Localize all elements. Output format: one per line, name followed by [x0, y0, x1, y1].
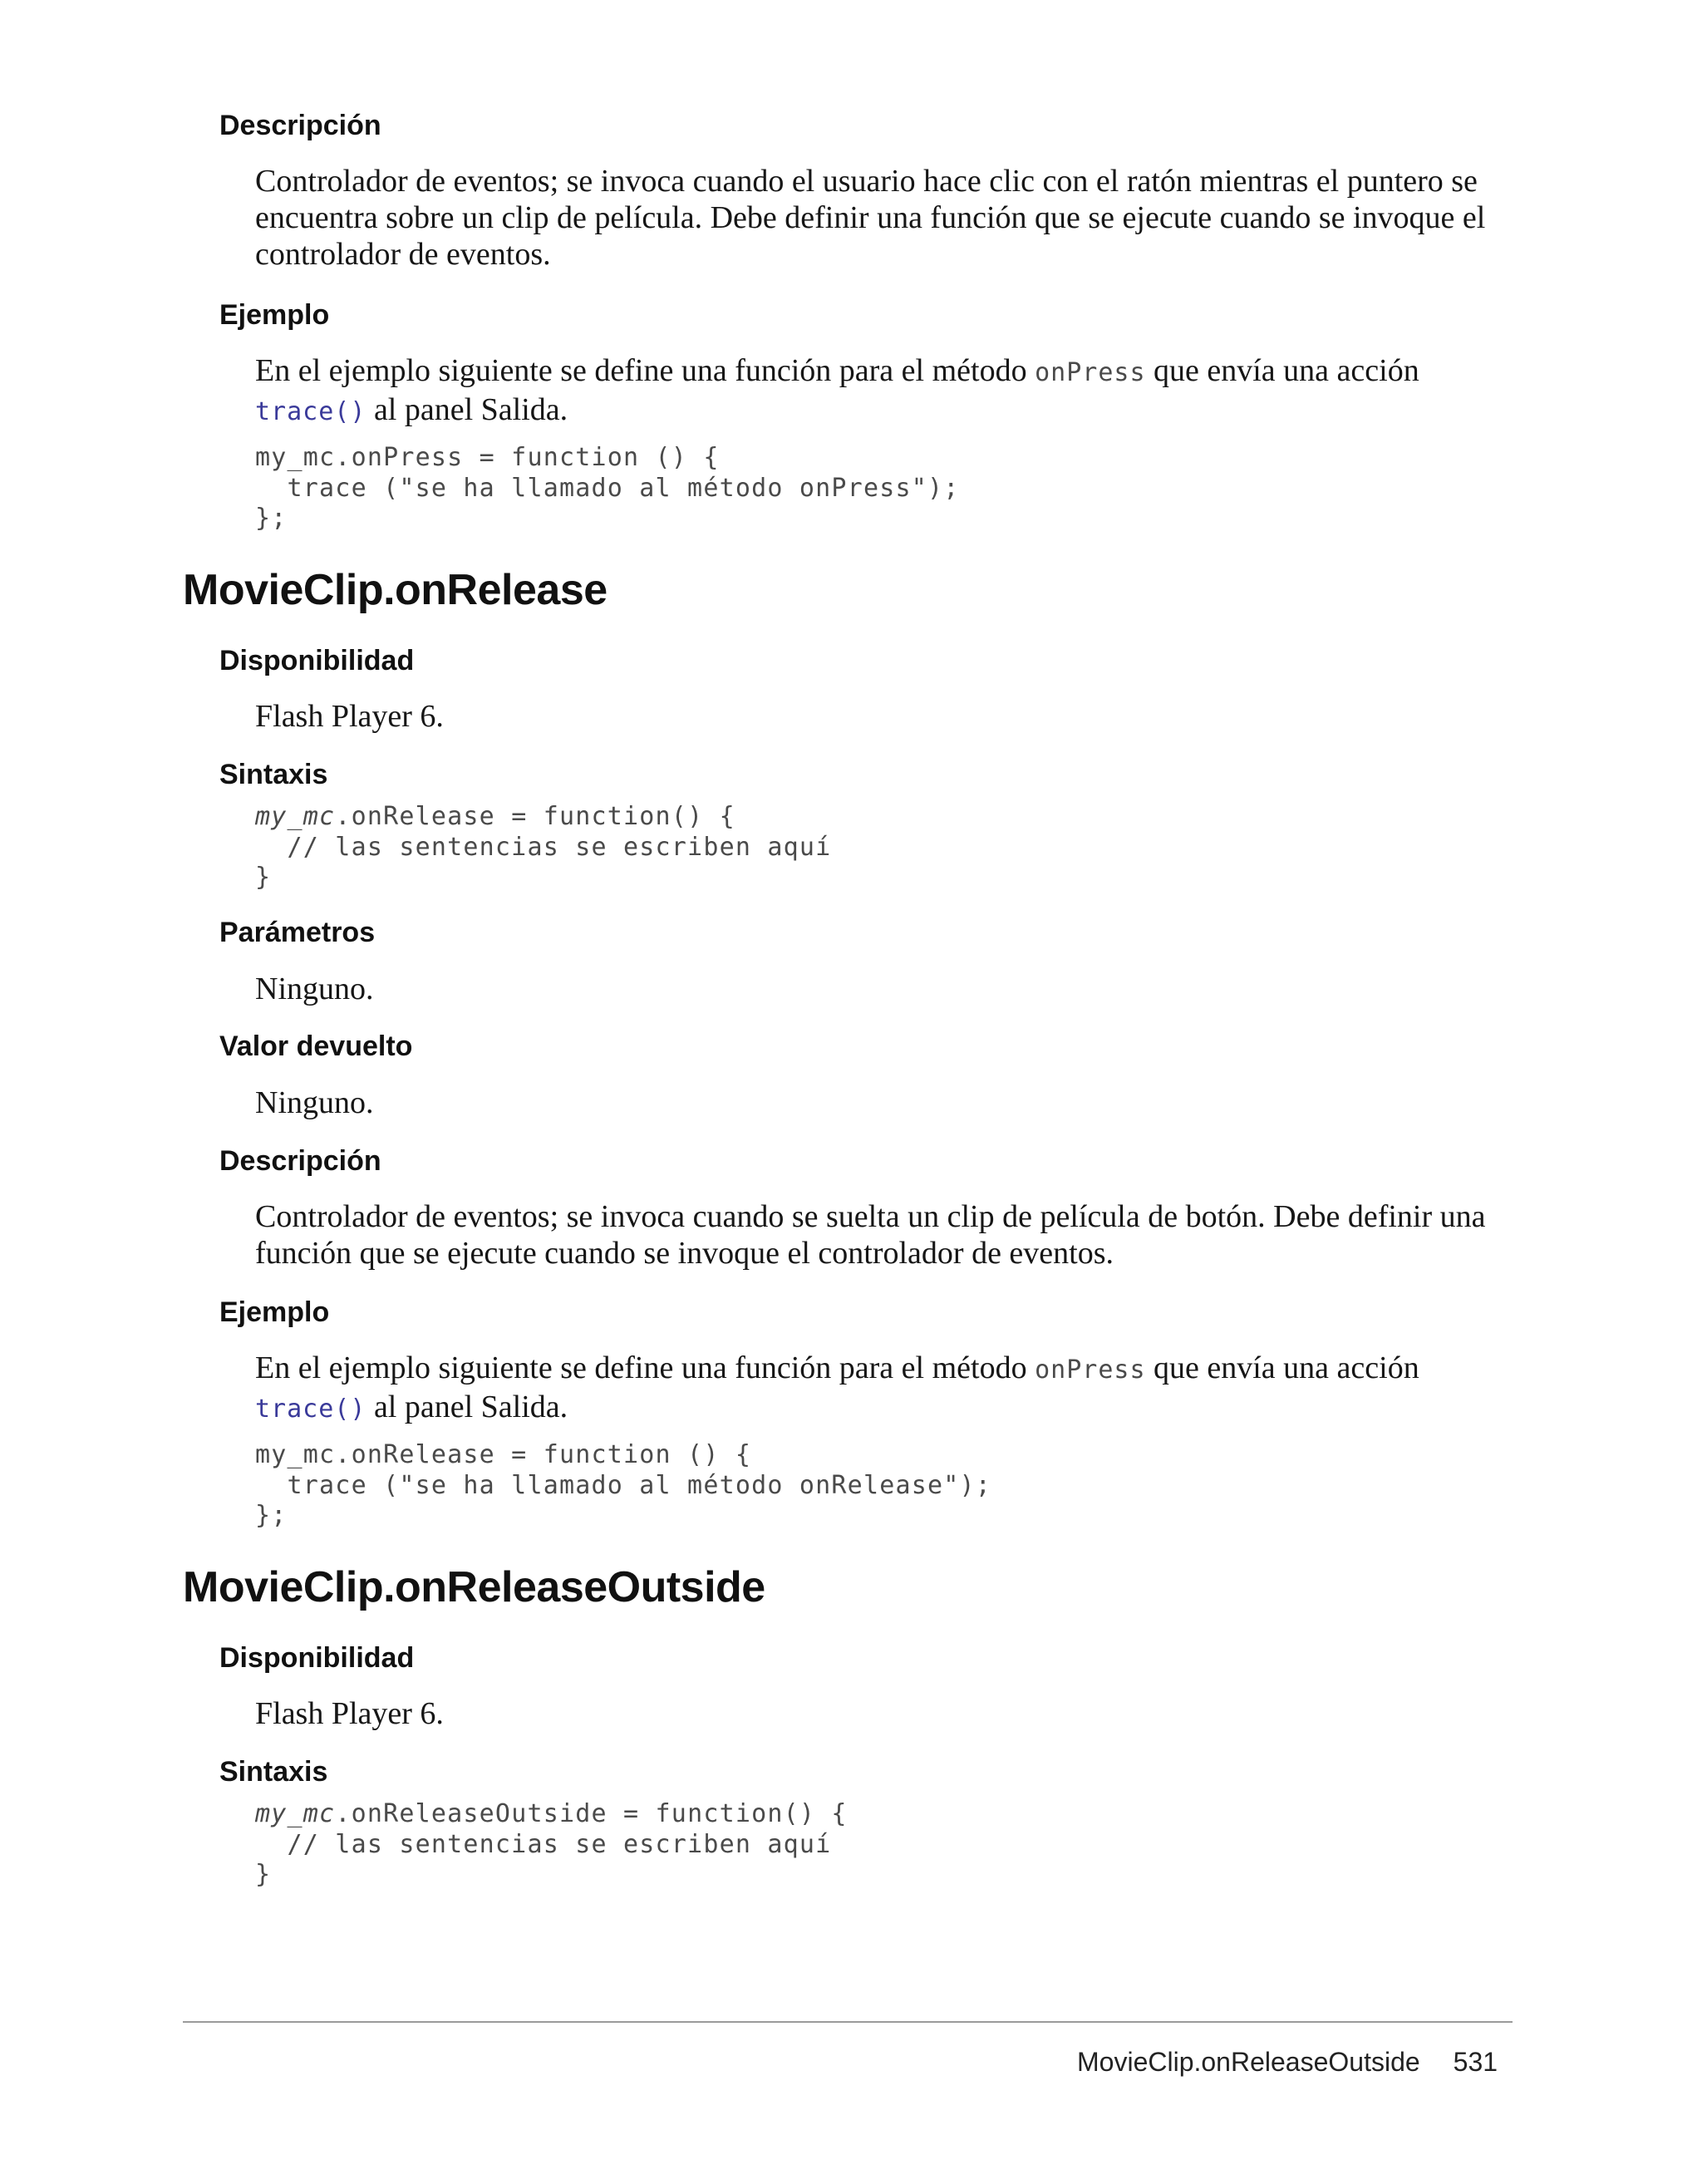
code-line: }: [255, 863, 272, 892]
code-line: trace ("se ha llamado al método onRelease");: [255, 1470, 992, 1500]
code-line: // las sentencias se escriben aquí: [255, 832, 832, 862]
page-footer: [1077, 2047, 1498, 2078]
code-line: my_mc.onReleaseOutside = function() {: [255, 1799, 848, 1828]
return-value-text: Ninguno.: [255, 1085, 374, 1120]
running-title: MovieClip.onReleaseOutside: [1077, 2047, 1420, 2077]
availability-heading: Disponibilidad: [219, 1642, 415, 1674]
section-title: MovieClip.onReleaseOutside: [183, 1563, 765, 1611]
trace-link[interactable]: trace(): [255, 1395, 366, 1424]
description-text: Controlador de eventos; se invoca cuando el usuario hace clic con el ratón mientras el puntero se encuentra sobre un clip de película. Debe definir una función que se ejecute cuando se invoque el controlador de eventos.: [255, 164, 1486, 272]
code-line: my_mc.onRelease = function () {: [255, 1440, 752, 1469]
syntax-heading: Sintaxis: [219, 1756, 328, 1788]
availability-text: Flash Player 6.: [255, 1696, 444, 1731]
description-text: Controlador de eventos; se invoca cuando se suelta un clip de película de botón. Debe definir una función que se ejecute cuando se invoque el controlador de eventos.: [255, 1199, 1486, 1271]
code-line: }: [255, 1860, 272, 1889]
parameters-text: Ninguno.: [255, 971, 374, 1006]
code-line: };: [255, 1501, 288, 1530]
example-intro: En el ejemplo siguiente se define una función para el método onPress que envía una acción trace() al panel Salida.: [255, 1350, 1419, 1424]
example-intro: En el ejemplo siguiente se define una función para el método onPress que envía una acción trace() al panel Salida.: [255, 353, 1419, 427]
trace-link[interactable]: trace(): [255, 397, 366, 426]
code-block: [255, 1440, 991, 1532]
description-heading: Descripción: [219, 1145, 381, 1177]
footer-rule: [183, 2021, 1513, 2023]
inline-code-onpress: onPress: [1035, 358, 1146, 387]
syntax-heading: Sintaxis: [219, 759, 328, 790]
availability-text: Flash Player 6.: [255, 699, 444, 734]
code-line: // las sentencias se escriben aquí: [255, 1829, 832, 1859]
code-line: };: [255, 504, 288, 533]
inline-code-onpress: onPress: [1035, 1355, 1146, 1385]
example-heading: Ejemplo: [219, 299, 330, 331]
code-line: my_mc.onRelease = function() {: [255, 802, 735, 831]
example-heading: Ejemplo: [219, 1296, 330, 1328]
parameters-heading: Parámetros: [219, 917, 376, 948]
syntax-code-block: [255, 1799, 848, 1891]
syntax-code-block: [255, 802, 831, 893]
code-line: my_mc.onPress = function () {: [255, 443, 720, 472]
return-value-heading: Valor devuelto: [219, 1031, 413, 1062]
code-block: [255, 443, 960, 534]
availability-heading: Disponibilidad: [219, 645, 415, 676]
description-heading: Descripción: [219, 110, 381, 141]
code-line: trace ("se ha llamado al método onPress");: [255, 473, 960, 503]
section-title: MovieClip.onRelease: [183, 566, 608, 614]
page-number: 531: [1453, 2047, 1498, 2077]
